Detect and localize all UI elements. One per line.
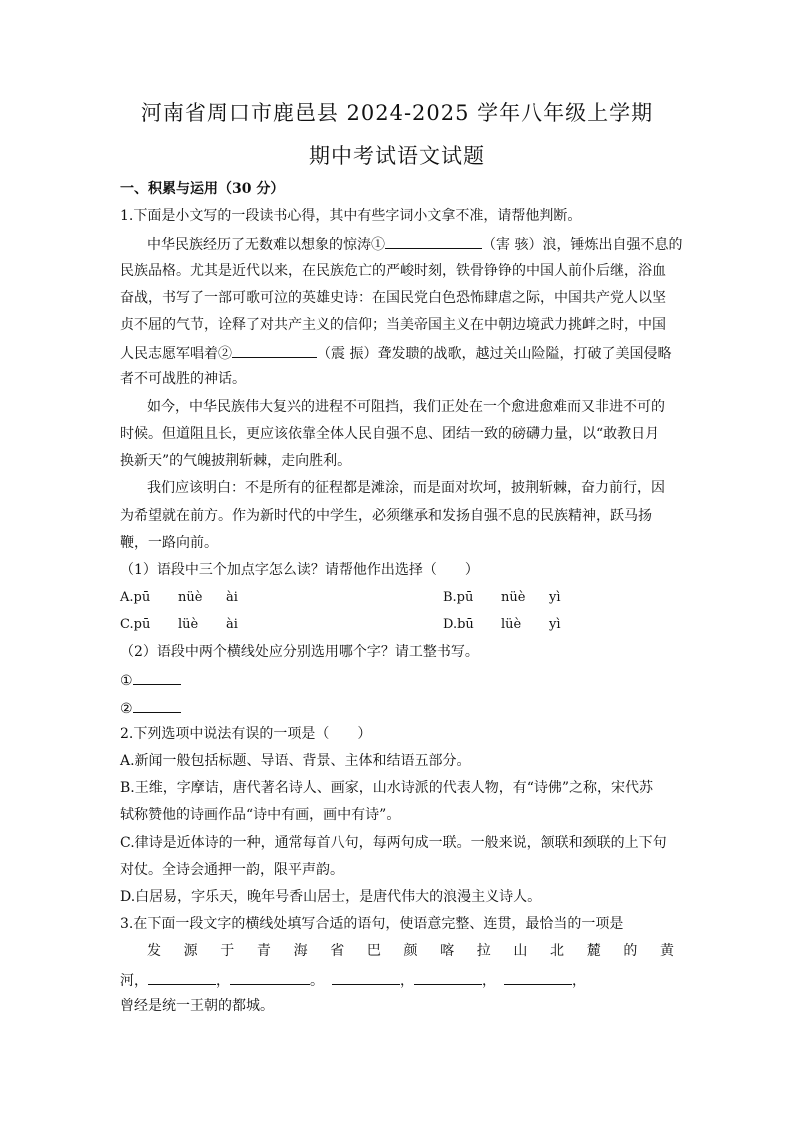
answer-blank [133, 698, 181, 713]
paragraph-3-line: 鞭，一路向前。 [120, 535, 218, 551]
text-segment: （震 振）聋发聩的战歌，越过关山险隘，打破了美国侵略 [317, 346, 672, 362]
option-pinyin: nüè [501, 590, 526, 605]
question-3-line3: 曾经是统一王朝的都城。 [120, 998, 274, 1014]
question-2: 2.下列选项中说法有误的一项是（ ） [120, 726, 372, 742]
spread-char: 省 [330, 943, 345, 959]
spread-char: 的 [623, 943, 638, 959]
paragraph-1-line: 民族品格。尤其是近代以来，在民族危亡的严峻时刻，铁骨铮铮的中国人前仆后继，浴血 [120, 263, 666, 279]
paragraph-2-line: 时候。但道阻且长，更应该依靠全体人民自强不息、团结一致的磅礴力量，以“敢教日月 [120, 426, 660, 442]
spread-char: 拉 [476, 943, 491, 959]
paragraph-1-line: 奋战，书写了一部可歌可泣的英雄史诗：在国民党白色恐怖肆虐之际，中国共产党人以坚 [120, 290, 666, 306]
question-1-intro: 1.下面是小文写的一段读书心得，其中有些字词小文拿不准，请帮他判断。 [120, 208, 582, 224]
paragraph-2-line: 如今，中华民族伟大复兴的进程不可阻挡，我们正处在一个愈进愈难而又非进不可的 [147, 399, 665, 415]
answer-blank [148, 970, 216, 985]
spread-char: 山 [513, 943, 528, 959]
question-2-option-c: C.律诗是近体诗的一种，通常每首八句，每两句成一联。一般来说，颔联和颈联的上下句 [120, 835, 667, 851]
option-pinyin: nüè [178, 590, 203, 605]
option-b [443, 590, 561, 605]
answer-blank [414, 970, 482, 985]
text-segment: 河， [120, 973, 148, 989]
option-pinyin: yì [549, 617, 561, 632]
option-label: A.pū [120, 590, 151, 605]
spread-char: 麓 [586, 943, 601, 959]
question-1-sub2: （2）语段中两个横线处应分别选用哪个字？请工整书写。 [120, 644, 479, 660]
spread-char: 源 [183, 943, 198, 959]
paragraph-3-line: 为希望就在前方。作为新时代的中学生，必须继承和发扬自强不息的民族精神，跃马扬 [120, 508, 652, 524]
page-title-line2: 期中考试语文试题 [309, 144, 485, 168]
option-label: C.pū [120, 617, 151, 632]
option-c [120, 617, 238, 632]
paragraph-3-line: 我们应该明白：不是所有的征程都是滩涂，而是面对坎坷，披荆斩棘，奋力前行，因 [147, 480, 665, 496]
answer-blank [133, 670, 181, 685]
text-segment: （害 骇）浪，锤炼出自强不息的 [482, 237, 683, 253]
text-segment: 中华民族经历了无数难以想象的惊涛① [147, 237, 385, 253]
option-pinyin: ài [226, 590, 238, 605]
question-2-option-d: D.白居易，字乐天，晚年号香山居士，是唐代伟大的浪漫主义诗人。 [120, 889, 542, 905]
answer-blank [332, 970, 400, 985]
circle-number: ① [120, 673, 133, 689]
option-label: B.pū [443, 590, 474, 605]
answer-blank [230, 970, 310, 985]
question-2-option-a: A.新闻一般包括标题、导语、背景、主体和结语五部分。 [120, 753, 471, 769]
spread-char: 发 [147, 943, 161, 959]
option-pinyin: ài [226, 617, 238, 632]
punct: 。 [310, 973, 324, 989]
spread-char: 喀 [440, 943, 455, 959]
question-3: 3.在下面一段文字的横线处填写合适的语句，使语意完整、连贯，最恰当的一项是 [120, 916, 624, 932]
spread-char: 颜 [403, 943, 418, 959]
option-d [443, 617, 561, 632]
paragraph-1-line: 贞不屈的气节，诠释了对共产主义的信仰；当美帝国主义在中朝边境武力挑衅之时，中国 [120, 317, 666, 333]
question-2-option-c-cont: 对仗。全诗会通押一韵，限平声韵。 [120, 862, 344, 878]
punct: ， [216, 973, 230, 989]
paragraph-1-line: 者不可战胜的神话。 [120, 371, 246, 387]
paragraph-1-line [147, 234, 683, 254]
circle-number: ② [120, 701, 133, 717]
option-a [120, 590, 238, 605]
spread-char: 于 [220, 943, 235, 959]
answer-line-1 [120, 670, 680, 690]
answer-blank-2 [232, 343, 317, 358]
page-title-line1: 河南省周口市鹿邑县 2024-2025 学年八年级上学期 [140, 101, 654, 125]
question-1-sub1: （1）语段中三个加点字怎么读？请帮他作出选择（ ） [120, 562, 479, 578]
paragraph-2-line: 换新天”的气魄披荆斩棘，走向胜利。 [120, 453, 352, 469]
answer-line-2 [120, 698, 680, 718]
paragraph-1-line [120, 343, 680, 363]
spread-char: 黄 [659, 943, 674, 959]
question-3-spread-line [147, 942, 674, 960]
option-pinyin: lüè [178, 617, 199, 632]
punct: ， [400, 973, 414, 989]
option-pinyin: yì [549, 590, 561, 605]
spread-char: 青 [256, 943, 271, 959]
punct: ， [482, 973, 496, 989]
option-label: D.bū [443, 617, 474, 632]
section-heading: 一、积累与运用（30 分） [120, 181, 285, 197]
answer-blank-1 [385, 234, 482, 249]
spread-char: 北 [550, 943, 565, 959]
question-2-option-b-cont: 轼称赞他的诗画作品“诗中有画，画中有诗”。 [120, 807, 401, 823]
answer-blank [504, 970, 572, 985]
punct: ， [572, 973, 586, 989]
question-2-option-b: B.王维，字摩诘，唐代著名诗人、画家，山水诗派的代表人物，有“诗佛”之称，宋代苏 [120, 780, 654, 796]
spread-char: 巴 [366, 943, 381, 959]
option-pinyin: lüè [501, 617, 522, 632]
text-segment: 人民志愿军唱着② [120, 346, 232, 362]
question-3-blanks-line [120, 970, 680, 990]
spread-char: 海 [293, 943, 308, 959]
